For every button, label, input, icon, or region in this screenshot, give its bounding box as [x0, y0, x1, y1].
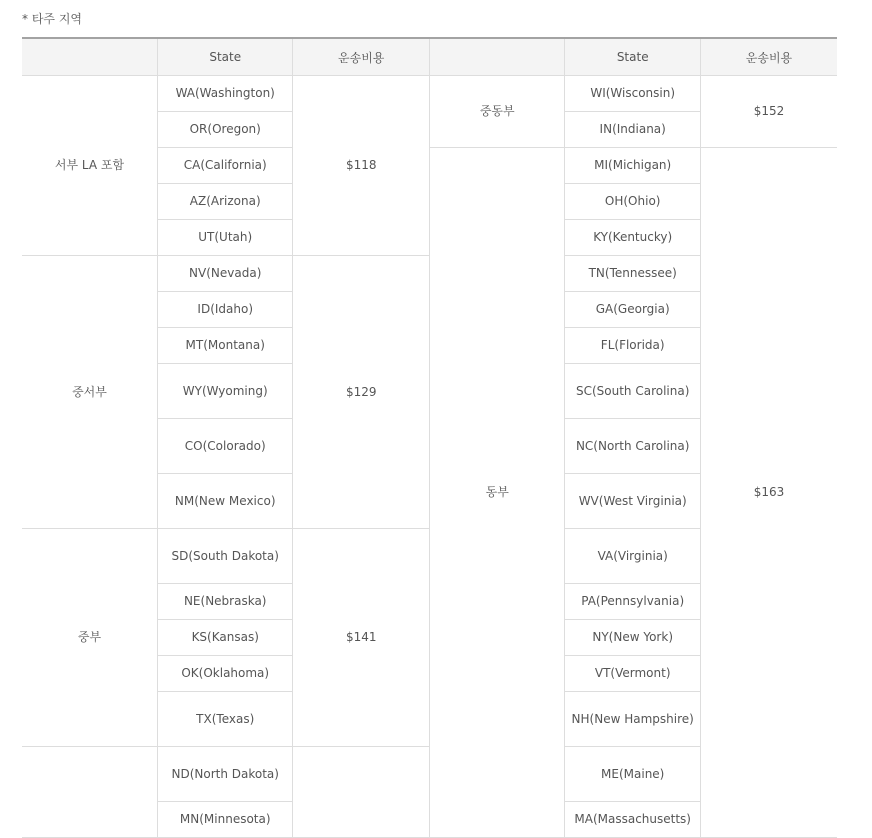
region-central: 중부	[22, 529, 157, 747]
header-cost-left: 운송비용	[293, 38, 430, 76]
state-cell: TN(Tennessee)	[565, 256, 700, 292]
state-cell: NV(Nevada)	[157, 256, 292, 292]
state-cell: OH(Ohio)	[565, 184, 700, 220]
state-cell: WI(Wisconsin)	[565, 76, 700, 112]
state-cell: SD(South Dakota)	[157, 529, 292, 584]
shipping-rate-table	[22, 37, 837, 838]
state-cell: KS(Kansas)	[157, 620, 292, 656]
state-cell: WA(Washington)	[157, 76, 292, 112]
state-cell: ND(North Dakota)	[157, 747, 292, 802]
state-cell: TX(Texas)	[157, 692, 292, 747]
state-cell: IN(Indiana)	[565, 112, 700, 148]
state-cell: WV(West Virginia)	[565, 474, 700, 529]
state-cell: GA(Georgia)	[565, 292, 700, 328]
state-cell: NH(New Hampshire)	[565, 692, 700, 747]
region-midwest: 중서부	[22, 256, 157, 529]
state-cell: FL(Florida)	[565, 328, 700, 364]
state-cell: PA(Pennsylvania)	[565, 584, 700, 620]
state-cell: ID(Idaho)	[157, 292, 292, 328]
state-cell: VA(Virginia)	[565, 529, 700, 584]
region-unlabeled	[22, 747, 157, 838]
header-region-left	[22, 38, 157, 76]
header-state-right: State	[565, 38, 700, 76]
state-cell: MT(Montana)	[157, 328, 292, 364]
region-central-east: 중동부	[429, 76, 564, 148]
table-header-row	[22, 38, 837, 76]
region-east: 동부	[429, 148, 564, 838]
state-cell: MI(Michigan)	[565, 148, 700, 184]
state-cell: ME(Maine)	[565, 747, 700, 802]
shipping-rate-table-container	[22, 37, 837, 838]
header-cost-right: 운송비용	[700, 38, 837, 76]
state-cell: WY(Wyoming)	[157, 364, 292, 419]
header-region-right	[429, 38, 564, 76]
header-state-left: State	[157, 38, 292, 76]
cost-east: $163	[700, 148, 837, 838]
state-cell: OR(Oregon)	[157, 112, 292, 148]
state-cell: VT(Vermont)	[565, 656, 700, 692]
state-cell: MA(Massachusetts)	[565, 802, 700, 838]
section-caption: * 타주 지역	[22, 12, 82, 26]
state-cell: NY(New York)	[565, 620, 700, 656]
cost-west: $118	[293, 76, 430, 256]
state-cell: UT(Utah)	[157, 220, 292, 256]
cost-central: $141	[293, 529, 430, 747]
table-row	[22, 76, 837, 112]
state-cell: OK(Oklahoma)	[157, 656, 292, 692]
state-cell: NM(New Mexico)	[157, 474, 292, 529]
state-cell: KY(Kentucky)	[565, 220, 700, 256]
state-cell: MN(Minnesota)	[157, 802, 292, 838]
state-cell: NC(North Carolina)	[565, 419, 700, 474]
state-cell: NE(Nebraska)	[157, 584, 292, 620]
cost-midwest: $129	[293, 256, 430, 529]
state-cell: AZ(Arizona)	[157, 184, 292, 220]
state-cell: SC(South Carolina)	[565, 364, 700, 419]
state-cell: CO(Colorado)	[157, 419, 292, 474]
region-west: 서부 LA 포함	[22, 76, 157, 256]
state-cell: CA(California)	[157, 148, 292, 184]
cost-central-east: $152	[700, 76, 837, 148]
cost-unlabeled	[293, 747, 430, 838]
